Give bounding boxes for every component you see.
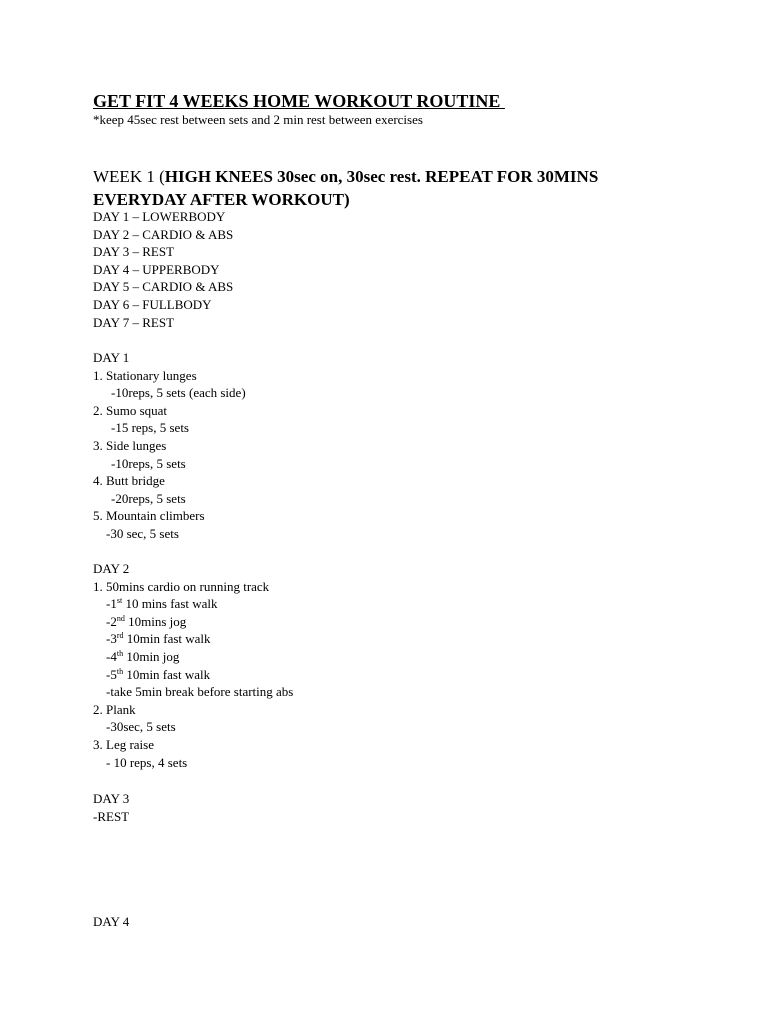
- exercise-detail: -15 reps, 5 sets: [111, 420, 189, 436]
- break-note: -take 5min break before starting abs: [106, 684, 294, 700]
- day-3-heading: DAY 3: [93, 791, 130, 806]
- day-2-section: [93, 560, 293, 771]
- rest-detail: -REST: [93, 808, 130, 824]
- document-title: GET FIT 4 WEEKS HOME WORKOUT ROUTINE: [93, 91, 505, 111]
- day-4-heading: DAY 4: [93, 914, 130, 929]
- exercise-item: 3. Side lunges: [93, 437, 167, 453]
- cardio-step: -2nd 10mins jog: [106, 613, 187, 629]
- exercise-detail: -30 sec, 5 sets: [106, 525, 179, 541]
- cardio-step: -4th 10min jog: [106, 648, 180, 664]
- exercise-detail: -20reps, 5 sets: [111, 490, 186, 506]
- day-2-heading: DAY 2: [93, 561, 130, 576]
- exercise-item: 5. Mountain climbers: [93, 508, 205, 524]
- plan-item: DAY 6 – FULLBODY: [93, 296, 212, 312]
- week-1-instruction: HIGH KNEES 30sec on, 30sec rest. REPEAT FOR 30MINS EVERYDAY AFTER WORKOUT: [93, 167, 599, 209]
- cardio-step: -5th 10min fast walk: [106, 666, 211, 682]
- week-1-suffix: ): [343, 190, 350, 209]
- exercise-item: 3. Leg raise: [93, 736, 155, 752]
- exercise-detail: -10reps, 5 sets (each side): [111, 385, 246, 401]
- weekly-plan-list: [93, 208, 233, 331]
- cardio-step: -1st 10 mins fast walk: [106, 596, 218, 612]
- exercise-item: 1. Stationary lunges: [93, 367, 197, 383]
- plan-item: DAY 3 – REST: [93, 244, 175, 260]
- week-1-heading: [93, 165, 653, 211]
- exercise-item: 1. 50mins cardio on running track: [93, 578, 270, 594]
- plan-item: DAY 5 – CARDIO & ABS: [93, 279, 234, 295]
- plan-item: DAY 2 – CARDIO & ABS: [93, 226, 234, 242]
- exercise-detail: -10reps, 5 sets: [111, 455, 186, 471]
- day-4-section: [93, 913, 129, 931]
- cardio-step: -3rd 10min fast walk: [106, 631, 211, 647]
- day-1-section: [93, 349, 246, 543]
- exercise-item: 4. Butt bridge: [93, 473, 165, 489]
- plan-item: DAY 7 – REST: [93, 314, 175, 330]
- exercise-item: 2. Sumo squat: [93, 402, 168, 418]
- document-page: [93, 90, 733, 929]
- plan-item: DAY 1 – LOWERBODY: [93, 209, 226, 224]
- week-1-prefix: WEEK 1 (: [93, 167, 165, 186]
- exercise-detail: - 10 reps, 4 sets: [106, 754, 188, 770]
- rest-note: *keep 45sec rest between sets and 2 min rest between exercises: [93, 112, 423, 127]
- day-3-section: [93, 790, 129, 825]
- exercise-item: 2. Plank: [93, 701, 136, 717]
- day-1-heading: DAY 1: [93, 350, 130, 365]
- plan-item: DAY 4 – UPPERBODY: [93, 261, 220, 277]
- exercise-detail: -30sec, 5 sets: [106, 719, 176, 735]
